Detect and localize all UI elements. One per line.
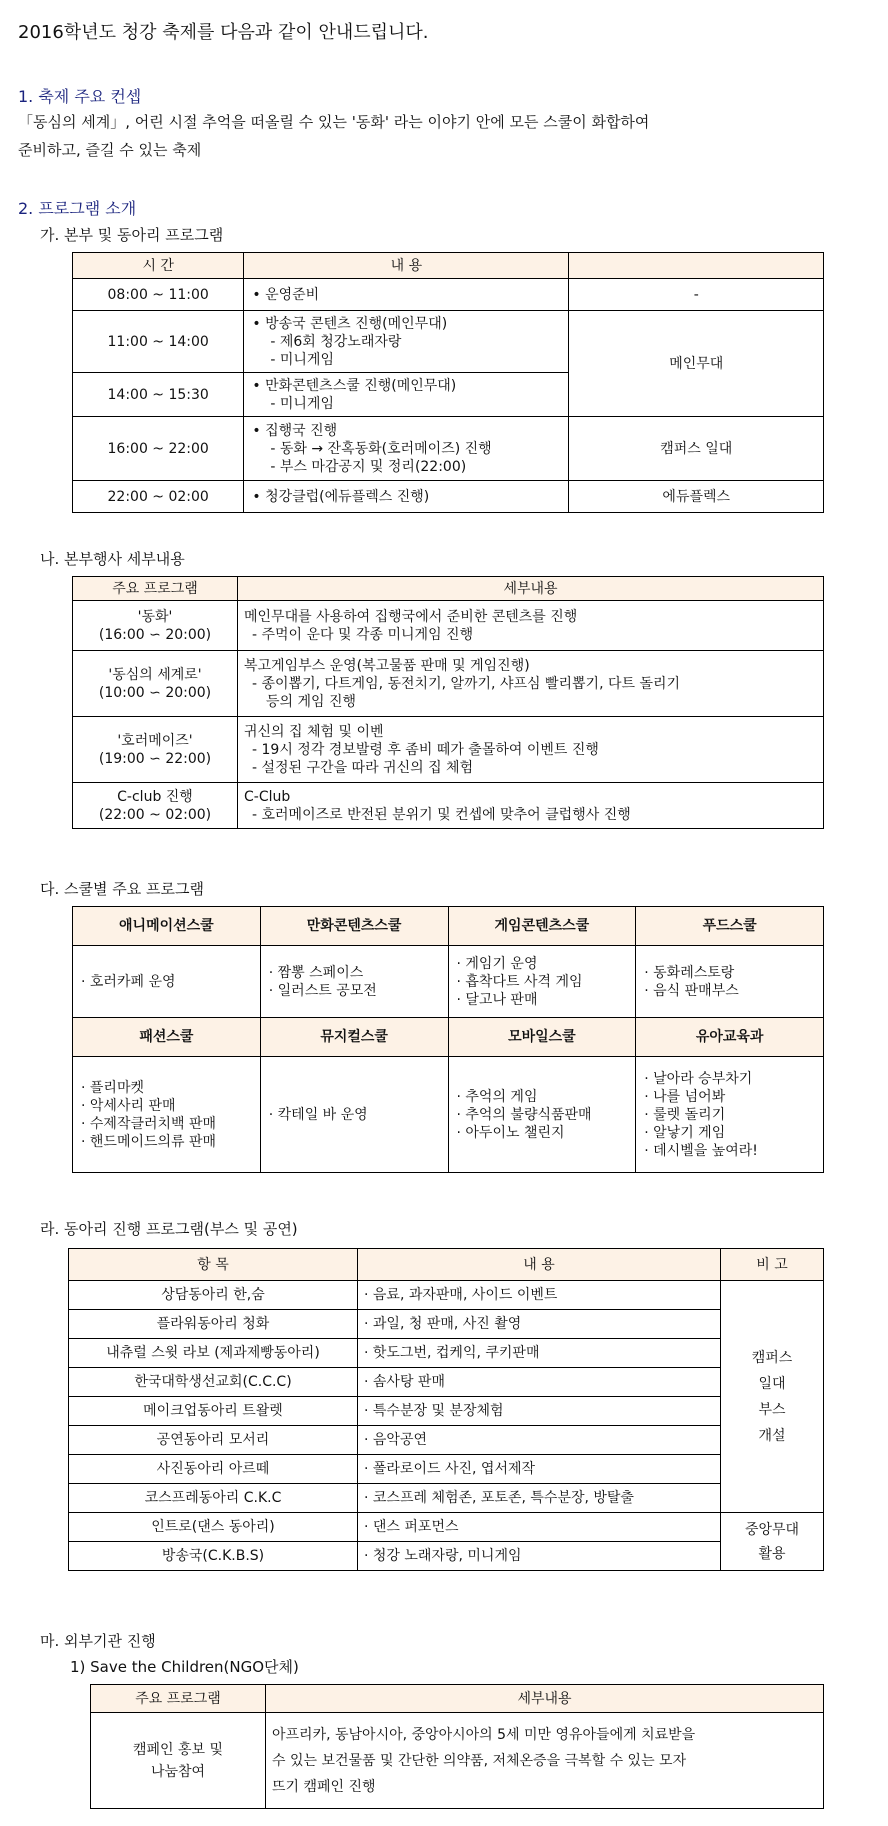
school-program-item: · 동화레스토랑 — [644, 964, 735, 981]
ra-content: · 음악공연 — [358, 1426, 721, 1455]
table-row — [69, 1426, 824, 1455]
ra-heading: 라. 동아리 진행 프로그램(부스 및 공연) — [40, 1220, 298, 1238]
ma-header-detail: 세부내용 — [266, 1685, 824, 1713]
ra-header-note: 비 고 — [721, 1249, 824, 1281]
na-heading: 나. 본부행사 세부내용 — [40, 550, 185, 568]
ga-line: • 방송국 콘텐츠 진행(메인무대) — [252, 315, 448, 332]
na-detail — [238, 601, 824, 651]
ra-item: 한국대학생선교회(C.C.C) — [69, 1368, 358, 1397]
na-line: C-Club — [244, 788, 291, 805]
table-row — [69, 1455, 824, 1484]
ga-line: - 미니게임 — [270, 351, 334, 368]
concept-line-1: 「동심의 세계」, 어린 시절 추억을 떠올릴 수 있는 '동화' 라는 이야기 안에 모든 스쿨이 화합하여 — [18, 113, 650, 131]
na-program-name: '호러메이즈' — [117, 732, 193, 749]
school-header: 패션스쿨 — [73, 1018, 261, 1057]
school-program-item: · 게임기 운영 — [456, 955, 538, 972]
ga-line: - 미니게임 — [270, 395, 334, 412]
ma-detail — [266, 1713, 824, 1809]
ra-note-line: 일대 — [758, 1375, 786, 1392]
ga-header-place — [569, 253, 824, 279]
ga-time: 08:00 ~ 11:00 — [73, 279, 244, 311]
na-line: 복고게임부스 운영(복고물품 판매 및 게임진행) — [244, 657, 530, 674]
na-program-time: (19:00 ∽ 22:00) — [98, 750, 212, 767]
ma-external-table — [90, 1684, 824, 1809]
na-line: 등의 게임 진행 — [266, 693, 357, 710]
school-program-item: · 추억의 게임 — [456, 1088, 538, 1105]
na-header-detail: 세부내용 — [238, 577, 824, 601]
na-line: 귀신의 집 체험 및 이벤 — [244, 723, 384, 740]
school-program-item: · 음식 판매부스 — [644, 982, 739, 999]
table-row — [73, 946, 824, 1018]
ra-item: 내츄럴 스윗 라보 (제과제빵동아리) — [69, 1339, 358, 1368]
ga-content — [244, 417, 569, 481]
ra-content: · 과일, 청 판매, 사진 촬영 — [358, 1310, 721, 1339]
ma-header-program: 주요 프로그램 — [91, 1685, 266, 1713]
school-header: 푸드스쿨 — [636, 907, 824, 946]
ra-header-item: 항 목 — [69, 1249, 358, 1281]
da-school-table — [72, 906, 824, 1173]
ga-content — [244, 279, 569, 311]
ga-heading: 가. 본부 및 동아리 프로그램 — [40, 226, 224, 244]
table-row — [69, 1484, 824, 1513]
ra-note-line: 부스 — [758, 1401, 786, 1418]
ga-schedule-table — [72, 252, 824, 513]
ra-item: 상담동아리 한,숨 — [69, 1281, 358, 1310]
school-programs — [260, 946, 448, 1018]
ra-item: 공연동아리 모서리 — [69, 1426, 358, 1455]
school-program-item: · 악세사리 판매 — [81, 1097, 176, 1114]
school-program-item: · 수제작클러치백 판매 — [81, 1115, 217, 1132]
school-program-item: · 칵테일 바 운영 — [268, 1106, 368, 1123]
ra-content: · 핫도그번, 컵케익, 쿠키판매 — [358, 1339, 721, 1368]
ga-place: - — [569, 279, 824, 311]
ra-item: 인트로(댄스 동아리) — [69, 1513, 358, 1542]
ga-line: - 제6회 청강노래자랑 — [270, 333, 402, 350]
na-line: 메인무대를 사용하여 집행국에서 준비한 콘텐츠를 진행 — [244, 608, 578, 625]
school-programs — [73, 1057, 261, 1173]
na-program — [73, 783, 238, 829]
concept-paragraph — [18, 108, 838, 164]
ma-detail-line: 아프리카, 동남아시아, 중앙아시아의 5세 미만 영유아들에게 치료받을 — [272, 1726, 696, 1743]
ma-subheading: 1) Save the Children(NGO단체) — [70, 1658, 299, 1676]
ga-time: 16:00 ~ 22:00 — [73, 417, 244, 481]
table-row — [73, 601, 824, 651]
ra-note-line: 캠퍼스 — [751, 1349, 793, 1366]
na-program — [73, 651, 238, 717]
school-header: 뮤지컬스쿨 — [260, 1018, 448, 1057]
table-row — [73, 311, 824, 373]
table-row — [69, 1310, 824, 1339]
school-program-item: · 일러스트 공모전 — [268, 982, 377, 999]
section2-heading: 2. 프로그램 소개 — [18, 199, 137, 218]
school-programs — [448, 946, 636, 1018]
ga-line: • 운영준비 — [252, 286, 320, 303]
school-program-item: · 추억의 불량식품판매 — [456, 1106, 592, 1123]
school-programs — [636, 1057, 824, 1173]
concept-line-2: 준비하고, 즐길 수 있는 축제 — [18, 141, 202, 159]
ga-line: - 동화 → 잔혹동화(호러메이즈) 진행 — [270, 440, 492, 457]
na-header-program: 주요 프로그램 — [73, 577, 238, 601]
ga-time: 22:00 ~ 02:00 — [73, 481, 244, 513]
school-header: 애니메이션스쿨 — [73, 907, 261, 946]
na-detail — [238, 783, 824, 829]
table-row — [73, 783, 824, 829]
table-row — [73, 481, 824, 513]
school-programs — [448, 1057, 636, 1173]
ra-item: 플라워동아리 청화 — [69, 1310, 358, 1339]
table-row — [73, 717, 824, 783]
ra-club-table — [68, 1248, 824, 1571]
ga-header-content: 내 용 — [244, 253, 569, 279]
ga-place: 메인무대 — [569, 311, 824, 417]
table-row — [69, 1397, 824, 1426]
school-header: 유아교육과 — [636, 1018, 824, 1057]
table-row — [69, 1513, 824, 1542]
ra-content: · 음료, 과자판매, 사이드 이벤트 — [358, 1281, 721, 1310]
ra-content: · 댄스 퍼포먼스 — [358, 1513, 721, 1542]
ra-note-line: 활용 — [758, 1545, 786, 1562]
na-detail — [238, 651, 824, 717]
ga-content — [244, 481, 569, 513]
school-program-item: · 아두이노 챌린지 — [456, 1124, 565, 1141]
school-program-item: · 플리마켓 — [81, 1079, 144, 1096]
school-program-item: · 달고나 판매 — [456, 991, 538, 1008]
section1-heading: 1. 축제 주요 컨셉 — [18, 87, 142, 106]
ma-detail-line: 수 있는 보건물품 및 간단한 의약품, 저체온증을 극복할 수 있는 모자 — [272, 1752, 687, 1769]
na-program — [73, 717, 238, 783]
ra-item: 메이크업동아리 트왈렛 — [69, 1397, 358, 1426]
na-program-name: C-club 진행 — [117, 788, 193, 805]
na-program — [73, 601, 238, 651]
ma-heading: 마. 외부기관 진행 — [40, 1632, 156, 1650]
na-program-time: (22:00 ~ 02:00) — [98, 806, 212, 823]
ra-item: 방송국(C.K.B.S) — [69, 1542, 358, 1571]
na-program-time: (16:00 ∽ 20:00) — [98, 626, 212, 643]
school-program-item: · 나를 넘어봐 — [644, 1088, 726, 1105]
ra-content: · 코스프레 체험존, 포토존, 특수분장, 방탈출 — [358, 1484, 721, 1513]
school-program-item: · 룰렛 돌리기 — [644, 1106, 726, 1123]
ga-place: 에듀플렉스 — [569, 481, 824, 513]
ma-program-line: 나눔참여 — [150, 1763, 206, 1780]
table-row — [73, 279, 824, 311]
da-heading: 다. 스쿨별 주요 프로그램 — [40, 880, 204, 898]
ra-note-campus — [721, 1281, 824, 1513]
school-program-item: · 흡착다트 사격 게임 — [456, 973, 583, 990]
ga-line: • 청강클럽(에듀플렉스 진행) — [252, 488, 430, 505]
school-program-item: · 데시벨을 높여라! — [644, 1142, 758, 1159]
ga-time: 11:00 ~ 14:00 — [73, 311, 244, 373]
table-row — [69, 1339, 824, 1368]
ra-content: · 폴라로이드 사진, 엽서제작 — [358, 1455, 721, 1484]
ga-header-time: 시 간 — [73, 253, 244, 279]
na-line: - 설정된 구간을 따라 귀신의 집 체험 — [252, 759, 474, 776]
ga-place: 캠퍼스 일대 — [569, 417, 824, 481]
ga-content — [244, 373, 569, 417]
ga-time: 14:00 ~ 15:30 — [73, 373, 244, 417]
school-program-item: · 핸드메이드의류 판매 — [81, 1133, 217, 1150]
na-line: - 호러메이즈로 반전된 분위기 및 컨셉에 맞추어 클럽행사 진행 — [252, 806, 631, 823]
ra-note-line: 중앙무대 — [744, 1521, 800, 1538]
school-programs — [260, 1057, 448, 1173]
ga-line: • 집행국 진행 — [252, 422, 338, 439]
na-program-name: '동심의 세계로' — [108, 666, 202, 683]
ra-content: · 특수분장 및 분장체험 — [358, 1397, 721, 1426]
school-program-item: · 알낳기 게임 — [644, 1124, 726, 1141]
school-header: 모바일스쿨 — [448, 1018, 636, 1057]
school-programs — [73, 946, 261, 1018]
ga-content — [244, 311, 569, 373]
ga-line: - 부스 마감공지 및 정리(22:00) — [270, 458, 467, 475]
document-title: 2016학년도 청강 축제를 다음과 같이 안내드립니다. — [18, 22, 429, 43]
ra-content: · 솜사탕 판매 — [358, 1368, 721, 1397]
school-program-item: · 날아라 승부차기 — [644, 1070, 753, 1087]
ra-content: · 청강 노래자랑, 미니게임 — [358, 1542, 721, 1571]
ra-note-line: 개설 — [758, 1427, 786, 1444]
ra-item: 코스프레동아리 C.K.C — [69, 1484, 358, 1513]
school-header: 만화콘텐츠스쿨 — [260, 907, 448, 946]
school-program-item: · 짬뽕 스페이스 — [268, 964, 364, 981]
table-row — [69, 1542, 824, 1571]
table-row — [69, 1368, 824, 1397]
ra-item: 사진동아리 아르떼 — [69, 1455, 358, 1484]
na-program-time: (10:00 ∽ 20:00) — [98, 684, 212, 701]
table-row — [91, 1713, 824, 1809]
table-row — [73, 1057, 824, 1173]
na-line: - 19시 정각 경보발령 후 좀비 떼가 출몰하여 이벤트 진행 — [252, 741, 599, 758]
na-detail-table — [72, 576, 824, 829]
ra-header-content: 내 용 — [358, 1249, 721, 1281]
ra-note-stage — [721, 1513, 824, 1571]
na-detail — [238, 717, 824, 783]
school-header: 게임콘텐츠스쿨 — [448, 907, 636, 946]
na-line: - 주먹이 운다 및 각종 미니게임 진행 — [252, 626, 474, 643]
ma-detail-line: 뜨기 캠페인 진행 — [272, 1778, 376, 1795]
ma-program — [91, 1713, 266, 1809]
table-row — [73, 417, 824, 481]
school-programs — [636, 946, 824, 1018]
na-line: - 종이뽑기, 다트게임, 동전치기, 알까기, 샤프심 빨리뽑기, 다트 돌리기 — [252, 675, 681, 692]
na-program-name: '동화' — [137, 608, 173, 625]
school-program-item: · 호러카페 운영 — [81, 973, 176, 990]
ma-program-line: 캠페인 홍보 및 — [132, 1741, 224, 1758]
ga-line: • 만화콘텐츠스쿨 진행(메인무대) — [252, 377, 457, 394]
table-row — [73, 651, 824, 717]
table-row — [69, 1281, 824, 1310]
